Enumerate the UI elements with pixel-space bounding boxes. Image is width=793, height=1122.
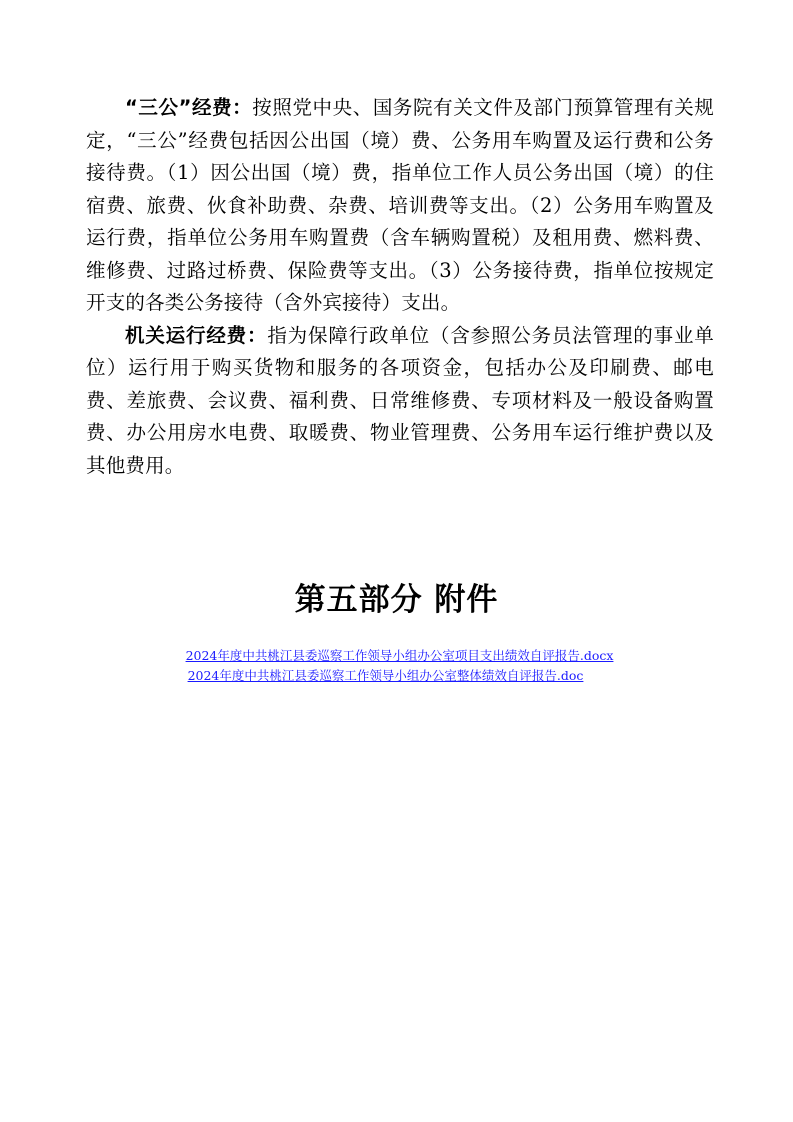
- attachment-link-project-report[interactable]: 2024年度中共桃江县委巡察工作领导小组办公室项目支出绩效自评报告.docx: [185, 648, 614, 663]
- definition-term: “三公”经费：: [125, 96, 253, 119]
- definition-sangong: [86, 92, 714, 320]
- definition-text: 指为保障行政单位（含参照公务员法管理的事业单位）运行用于购买货物和服务的各项资金，包括办公及印刷费、邮电费、差旅费、会议费、福利费、日常维修费、专项材料及一般设备购置费、办公用房水电费、取暖费、物业管理费、公务用车运行维护费以及其他费用。: [86, 323, 714, 477]
- attachment-list: [0, 646, 793, 686]
- definitions-section: [86, 92, 714, 482]
- definition-jiguan-yunxing: [86, 320, 714, 483]
- definition-text: 按照党中央、国务院有关文件及部门预算管理有关规定，“三公”经费包括因公出国（境）费、公务用车购置及运行费和公务接待费。（1）因公出国（境）费，指单位工作人员公务出国（境）的住宿费、旅费、伙食补助费、杂费、培训费等支出。（2）公务用车购置及运行费，指单位公务用车购置费（含车辆购置税）及租用费、燃料费、维修费、过路过桥费、保险费等支出。（3）公务接待费，指单位按规定开支的各类公务接待（含外宾接待）支出。: [86, 96, 714, 314]
- section-title: 第五部分 附件: [294, 582, 499, 618]
- definition-term: 机关运行经费：: [125, 323, 268, 347]
- attachment-link-overall-report[interactable]: 2024年度中共桃江县委巡察工作领导小组办公室整体绩效自评报告.doc: [187, 668, 584, 683]
